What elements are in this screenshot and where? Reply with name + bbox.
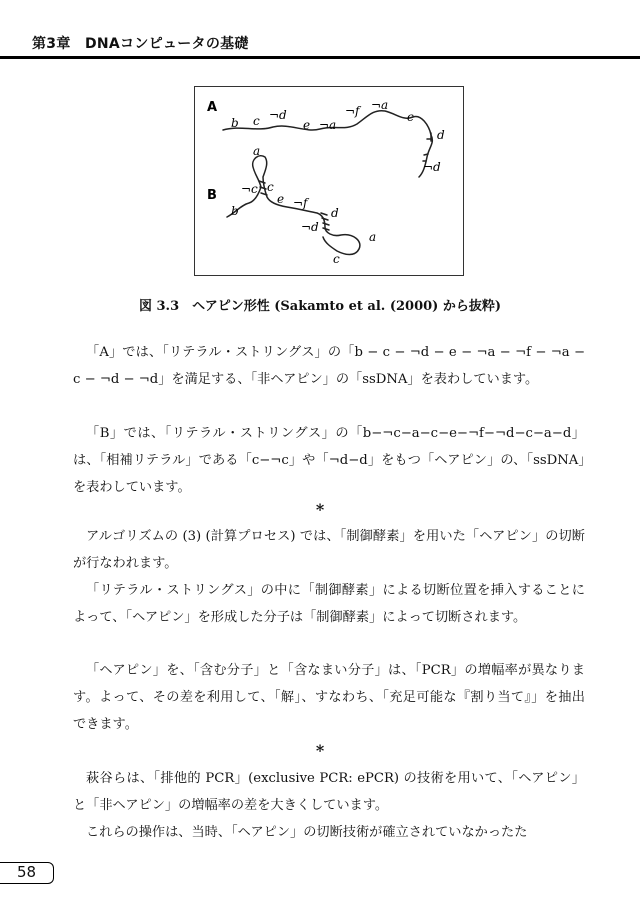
paragraph-algorithm: アルゴリズムの (3) (計算プロセス) では、「制御酵素」を用いた「ヘアピン」の切断が行なわれます。 <box>73 529 585 571</box>
seg-label: a <box>369 230 377 244</box>
seg-label: ¬a <box>319 118 337 132</box>
paragraph-literal: 「リテラル・ストリングス」の中に「制御酵素」による切断位置を挿入することによって、「ヘアピン」を形成した分子は「制御酵素」によって切断されます。 <box>73 583 585 625</box>
seg-label: b <box>231 116 239 130</box>
label-a: A <box>207 100 218 115</box>
page-number: 58 <box>0 862 54 884</box>
seg-label: d <box>437 128 445 142</box>
paragraph-pcr: 「ヘアピン」を、「含む分子」と「含なまい分子」は、「PCR」の増幅率が異なります。よって、その差を利用して、「解」、すなわち、「充足可能な『割り当て』」を抽出できます。 <box>73 663 585 732</box>
hairpin-diagram <box>195 87 463 275</box>
seg-label: b <box>231 204 239 218</box>
paragraph-final: これらの操作は、当時、「ヘアピン」の切断技術が確立されていなかったた <box>86 825 528 840</box>
label-b: B <box>207 188 217 203</box>
section-separator: * <box>315 741 325 760</box>
seg-label: ¬c <box>241 182 258 196</box>
header-rule <box>0 56 640 59</box>
hairpin-figure <box>194 86 464 276</box>
paragraph-b: 「B」では、「リテラル・ストリングス」の「b−¬c−a−c−e−¬f−¬d−c−a−d」は、「相補リテラル」である「c−¬c」や「¬d−d」をもつ「ヘアピン」の、「ssDNA」を表わしています。 <box>73 426 585 495</box>
seg-label: e <box>303 118 311 132</box>
paragraph-epcr: 萩谷らは、「排他的 PCR」(exclusive PCR: ePCR) の技術を用いて、「ヘアピン」と「非ヘアピン」の増幅率の差を大きくしています。 <box>73 771 585 813</box>
seg-label: c <box>407 110 414 124</box>
seg-label: c <box>267 180 274 194</box>
figure-caption: 図 3.3 ヘアピン形性 (Sakamto et al. (2000) から抜粋) <box>138 299 501 314</box>
seg-label: d <box>331 206 339 220</box>
seg-label: ¬d <box>423 160 441 174</box>
seg-label: c <box>253 114 260 128</box>
chapter-header: 第3章 DNAコンピュータの基礎 <box>32 36 249 52</box>
seg-label: ¬d <box>301 220 319 234</box>
paragraph-a: 「A」では、「リテラル・ストリングス」の「b − c − ¬d − e − ¬a − ¬f − ¬a − c − ¬d − ¬d」を満足する、「非ヘアピン」の「ssDNA」を表わしています。 <box>73 345 585 387</box>
seg-label: ¬d <box>269 108 287 122</box>
seg-label: c <box>333 252 340 266</box>
seg-label: e <box>277 192 285 206</box>
seg-label: ¬a <box>371 98 389 112</box>
seg-label: a <box>253 144 261 158</box>
seg-label: ¬f <box>293 196 308 210</box>
seg-label: ¬f <box>345 104 360 118</box>
section-separator: * <box>315 500 325 519</box>
